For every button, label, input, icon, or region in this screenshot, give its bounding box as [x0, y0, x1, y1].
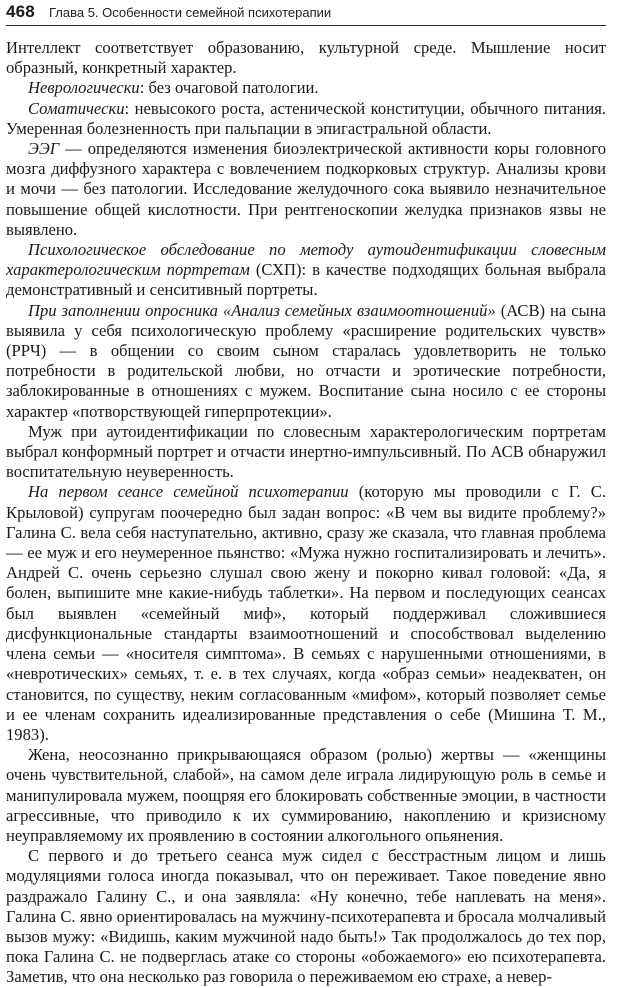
italic-run: Неврологически [28, 78, 140, 98]
text-run: Интеллект соответствует образованию, культурной среде. Мышление носит образный, конкретный характер. [6, 38, 606, 78]
italic-run: ЭЭГ [28, 139, 60, 159]
chapter-title: Глава 5. Особенности семейной психотерапии [48, 5, 332, 20]
paragraph [6, 745, 606, 846]
paragraph [6, 99, 606, 139]
text-run: (СХП): в качестве подходящих больная выбрала демонстративный и сенситивный портреты. [6, 260, 606, 300]
text-run: Муж при аутоидентификации по словесным характерологическим портретам выбрал конформный портрет и отчасти инертно-импульсивный. По АСВ обнаружил воспитательную неуверенность. [6, 421, 606, 482]
paragraph [6, 301, 606, 422]
text-run: : невысокого роста, астенической конституции, обычного питания. Умеренная болезненность при пальпации в эпигастральной области. [6, 98, 606, 138]
text-run: (АСВ) на сына выявила у себя психологическую проблему «расширение родительских чувств» (РРЧ) — в общении со своим сыном старалась удовлетворить не только потребности в родительской любви, но отчасти и эротические потребности, заблокированные в отношениях с мужем. Воспитание сына носило с ее стороны характер «потворствующей гиперпротекции». [6, 300, 606, 421]
paragraph [6, 846, 606, 987]
running-head [6, 2, 606, 26]
text-run: : без очаговой патологии. [139, 78, 319, 98]
italic-run: На первом сеансе семейной психотерапии [28, 482, 349, 502]
book-page [0, 2, 620, 987]
paragraph [6, 240, 606, 301]
paragraph [6, 38, 606, 78]
italic-run: Психологическое обследование по методу аутоидентификации словесным характерологическим портретам [6, 240, 606, 280]
text-run: — определяются изменения биоэлектрической активности коры головного мозга диффузного характера с вовлечением подкорковых структур. Анализы крови и мочи — без патологии. Исследование желудочного сока выявило незначительное повышение общей кислотности. При рентгеноскопии желудка признаков язвы не выявлено. [6, 139, 606, 239]
body-text [6, 38, 606, 988]
italic-run: При заполнении опросника «Анализ семейных взаимоотношений» [28, 300, 496, 320]
page-number: 468 [6, 2, 35, 21]
paragraph [6, 139, 606, 240]
text-run: С первого и до третьего сеанса муж сидел с бесстрастным лицом и лишь модуляциями голоса иногда показывал, что он переживает. Такое поведение явно раздражало Галину С., и она заявляла: «Ну конечно, тебе наплевать на меня». Галина С. явно ориентировалась на мужчину-психотерапевта и бросала молчаливый вызов мужу: «Видишь, каким мужчиной надо быть!» Так продолжалось до тех пор, пока Галина С. не подверглась атаке со стороны «обожаемого» ею психотерапевта. Заметив, что она несколько раз говорила о переживаемом ею страхе, а невер- [6, 846, 606, 987]
italic-run: Соматически [28, 98, 125, 118]
text-run: Жена, неосознанно прикрывающаяся образом (ролью) жертвы — «женщины очень чувствительной, слабой», на самом деле играла лидирующую роль в семье и манипулировала мужем, поощряя его блокировать собственные эмоции, в частности агрессивные, что приводило к их суммированию, накоплению и кризисному неуправляемому их проявлению в состоянии алкогольного опьянения. [6, 745, 606, 845]
paragraph [6, 422, 606, 483]
paragraph [6, 78, 606, 98]
paragraph [6, 482, 606, 745]
text-run: (которую мы проводили с Г. С. Крыловой) супругам поочередно был задан вопрос: «В чем вы видите проблему?» Галина С. вела себя наступательно, активно, сразу же сказала, что главная проблема — ее муж и его неумеренное пьянство: «Мужа нужно госпитализировать и лечить». Андрей С. очень серьезно слушал свою жену и покорно кивал головой: «Да, я болен, выпишите мне какие-нибудь таблетки». На первом и последующих сеансах был выявлен «семейный миф», который поддерживал сложившиеся дисфункциональные стандарты взаимоотношений и способствовал выделению члена семьи — «носителя симптома». В семьях с нарушенными отношениями, в «невротических» семьях, т. е. в тех случаях, когда «образ семьи» неадекватен, он становится, по существу, неким согласованным «мифом», который позволяет семье и ее членам сохранить идеализированные представления о себе (Мишина Т. М., 1983). [6, 482, 606, 744]
